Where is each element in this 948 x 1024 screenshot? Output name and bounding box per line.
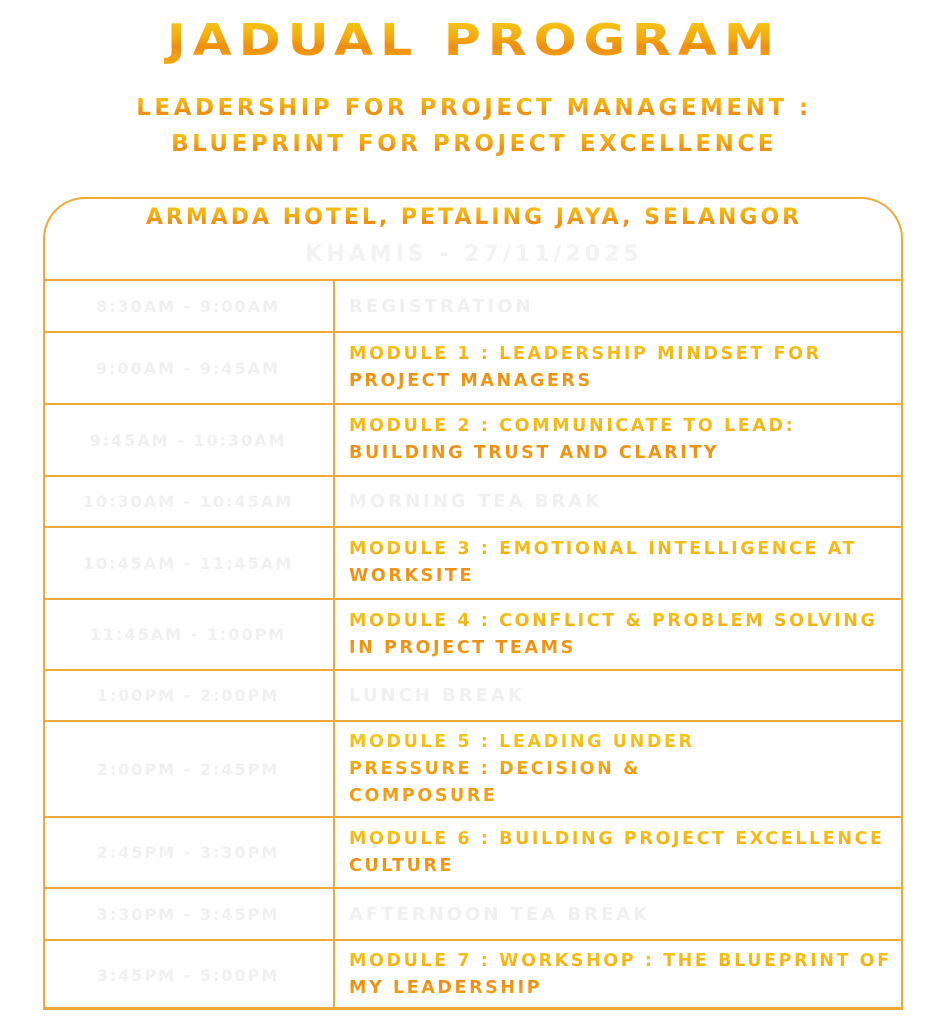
schedule-row	[43, 720, 903, 816]
row-activity: REGISTRATION	[349, 295, 534, 317]
row-time: 9:00AM - 9:45AM	[43, 333, 335, 403]
schedule-row	[43, 598, 903, 669]
schedule-row	[43, 475, 903, 526]
row-activity: MODULE 5 : LEADING UNDER PRESSURE : DECISION & COMPOSURE	[349, 722, 895, 816]
row-activity: MODULE 6 : BUILDING PROJECT EXCELLENCE CULTURE	[349, 818, 895, 887]
schedule-row	[43, 939, 903, 1009]
row-activity: MODULE 2 : COMMUNICATE TO LEAD: BUILDING TRUST AND CLARITY	[349, 405, 895, 475]
row-time: 9:45AM - 10:30AM	[43, 405, 335, 475]
row-activity: AFTERNOON TEA BREAK	[349, 903, 651, 925]
row-time: 1:00PM - 2:00PM	[43, 671, 335, 720]
schedule-row	[43, 331, 903, 403]
row-activity: MODULE 3 : EMOTIONAL INTELLIGENCE AT WORKSITE	[349, 528, 895, 598]
row-activity: MORNING TEA BRAK	[349, 491, 603, 512]
row-time: 8:30AM - 9:00AM	[43, 281, 335, 331]
row-activity: MODULE 1 : LEADERSHIP MINDSET FOR PROJECT MANAGERS	[349, 333, 895, 403]
row-time: 3:45PM - 5:00PM	[43, 941, 335, 1009]
schedule-row	[43, 816, 903, 887]
row-time: 11:45AM - 1:00PM	[43, 600, 335, 669]
venue-heading: ARMADA HOTEL, PETALING JAYA, SELANGOR	[0, 200, 948, 236]
schedule-row	[43, 279, 903, 331]
schedule-row	[43, 669, 903, 720]
row-time: 10:30AM - 10:45AM	[43, 477, 335, 526]
row-time: 10:45AM - 11:45AM	[43, 528, 335, 598]
table-bottom-border	[43, 1008, 903, 1010]
schedule-row	[43, 887, 903, 939]
row-time: 3:30PM - 3:45PM	[43, 889, 335, 939]
schedule-row	[43, 526, 903, 598]
row-activity: LUNCH BREAK	[349, 685, 525, 706]
schedule-row	[43, 403, 903, 475]
program-subtitle-line2: BLUEPRINT FOR PROJECT EXCELLENCE	[0, 126, 948, 162]
date-heading: KHAMIS - 27/11/2025	[305, 242, 643, 267]
row-time: 2:00PM - 2:45PM	[43, 722, 335, 816]
page-title: JADUAL PROGRAM	[0, 14, 948, 68]
row-time: 2:45PM - 3:30PM	[43, 818, 335, 887]
row-activity: MODULE 4 : CONFLICT & PROBLEM SOLVING IN PROJECT TEAMS	[349, 600, 895, 669]
row-activity: MODULE 7 : WORKSHOP : THE BLUEPRINT OF MY LEADERSHIP	[349, 941, 895, 1009]
program-subtitle-line1: LEADERSHIP FOR PROJECT MANAGEMENT :	[0, 90, 948, 126]
